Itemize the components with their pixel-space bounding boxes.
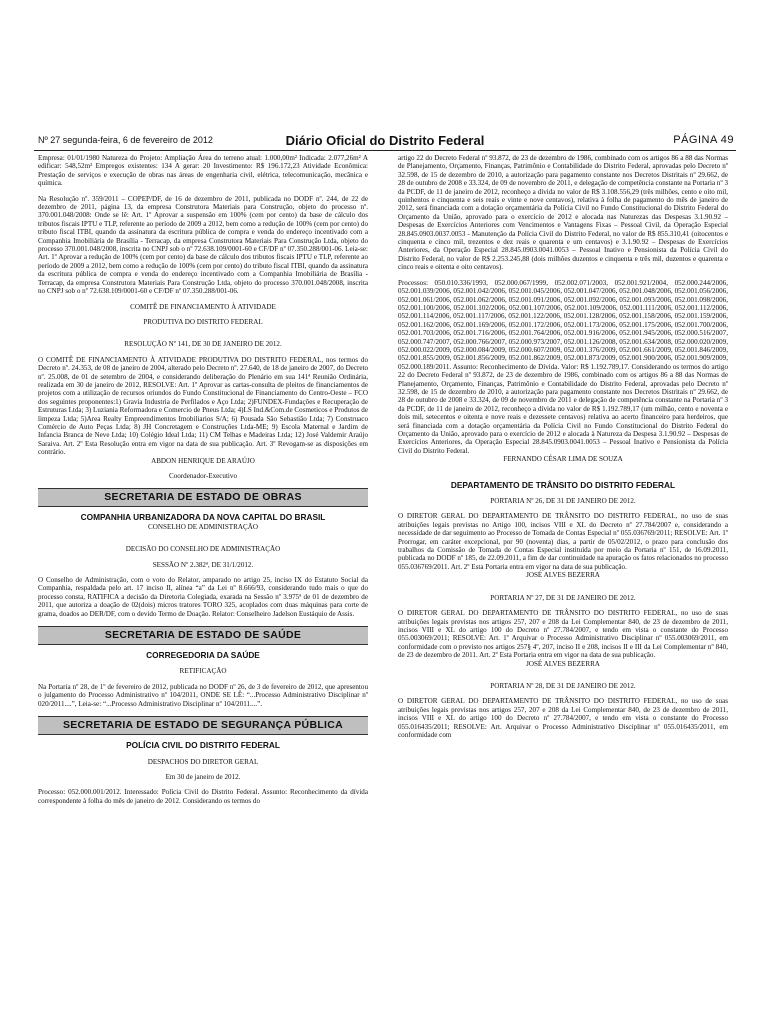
paragraph: artigo 22 do Decreto Federal nº 93.872, de 23 de dezembro de 1986, combinado com os artigos 86 a 88 das Normas de Planejamento, Orçamento, Finanças, Patrimônio e Contabilidade do Distrito Federal, aprovadas pelo Decreto nº 32.598, de 15 de dezembro de 2010, a autorização para pagamento constante nos Decretos Distritais nº 29.662, de 28 de outubro de 2008 e 33.324, de 09 de novembro de 2011, e delegação de competência constante na Portaria nº 3 da PCDF, de 11 de janeiro de 2012, reconheço a dívida no valor de R$ 3.108.556,29 (três milhões, cento e oito mil, quinhentos e cinquenta e seis reais e vinte e nove centavos), relativa à folha de pagamento do mês de janeiro de 2012, será financiada com a dotação orçamentária da Polícia Civil no Fundo Constitucional do Distrito Federal do Orçamento da União, aprovado para o exercício de 2012 e alocada nas Naturezas das Despesas 3.1.90.92 – Despesas de Exercícios Anteriores com Vencimentos e Vantagens Fixas – Pessoal Civil, da Operação Especial 28.845.0903.0037.0053 - Manutenção da Polícia Civil do Distrito Federal, no valor de R$ 855.310,41 (oitocentos e cinquenta e cinco mil, trezentos e dez reais e quarenta e um centavos) e 3.1.90.92 – Despesas de Exercícios Anteriores, da Operação Especial 28.845.0903.0041.0053 – Pessoal Inativo e Pensionista da Polícia Civil do Distrito Federal, no valor de R$ 2.253.245,88 (dois milhões duzentos e cinquenta e três mil, duzentos e quarenta e cinco reais e oitenta e oito centavos). (398, 154, 728, 272)
paragraph: Na Resolução nº. 359/2011 – COPEP/DF, de 16 de dezembro de 2011, publicada no DODF nº. 244, de 22 de dezembro de 2011, página 13, da empresa Construtora Materiais para Construção, objeto do processo nº. 370.001.048/2008: Onde se lê: Art. 1º Aprovar a suspensão em 100% (cem por cento) da base de cálculo dos tributos fiscais IPTU e TLP, referente ao período de 2009 a 2012, bem como a redução de 100% (cem por cento) do tributo fiscal ITBI, quando da assinatura da escritura pública de compra e venda do endereço incentivado com a Companhia Imobiliária de Brasília - Terracap, da empresa Construtora Materiais Para Construção Ltda, objeto do processo 370.001.048/2008, inscrita no CNPJ sob o nº 72.638.109/0001-60 e CF/DF nº 07.350.288/001-06. Leia-se: Art. 1º Aprovar a redução de 100% (cem por cento) da base de cálculo dos tributos fiscais IPTU e TLP, referente ao período de 2009 a 2012, bem como a redução de 100% (cem por cento) do tributo fiscal ITBI, quando da assinatura da escritura pública de compra e venda do endereço incentivado com a Companhia Imobiliária de Brasília - Terracap, da empresa Construtora Materiais Para Construção Ltda, objeto do processo 370.001.048/2008, inscrita no CNPJ sob o nº 72.638.109/0001-60 e CF/DF nº 07.350.288/001-06. (38, 194, 368, 296)
act-title: PORTARIA Nº 27, DE 31 DE JANEIRO DE 2012. (490, 593, 636, 602)
section-band-saude: SECRETARIA DE ESTADO DE SAÚDE (38, 626, 368, 645)
act-body: O DIRETOR GERAL DO DEPARTAMENTO DE TRÂNSITO DO DISTRITO FEDERAL, no uso de suas atribuições legais previstas nos artigos 257, 207 e 208 da Lei Complementar 840, de 23 de dezembro de 2011, incisos VIII e XL do artigo 100 do Decreto nº 27.784/2007, e tendo em vista o constante do Processo 055.016435/2011; RESOLVE: Art. Arquivar o Processo Administrativo Disciplinar nº 055.016435/2011, em conformidade com (398, 697, 728, 739)
act-title: DECISÃO DO CONSELHO DE ADMINISTRAÇÃO (125, 545, 281, 554)
act-title: DESPACHOS DO DIRETOR GERAL (147, 757, 259, 766)
signature-name: ABDON HENRIQUE DE ARAÚJO (151, 456, 255, 465)
paragraph: Processos: 050.010.336/1993, 052.000.067/1999, 052.002.071/2003, 052.001.921/2004, 052.000.244/2006, 052.001.039/2006, 052.001.042/2006, 052.001.045/2006, 052.001.047/2006, 052.001.048/2006, 052.001.056/2006, 052.001.061/2006, 052.001.062/2006, 052.001.091/2006, 052.001.092/2006, 052.001.093/2006, 052.001.098/2006, 052.001.100/2006, 052.001.102/2006, 052.001.107/2006, 052.001.109/2006, 052.001.111/2006, 052.001.112/2006, 052.001.114/2006, 052.001.117/2006, 052.001.122/2006, 052.001.128/2006, 052.001.158/2006, 052.001.159/2006, 052.001.162/2006, 052.001.169/2006, 052.001.172/2006, 052.001.173/2006, 052.001.175/2006, 052.001.700/2006, 052.001.703/2006, 052.001.716/2006, 052.001.764/2006, 052.001.916/2006, 052.001.945/2006, 052.000.516/2007, 052.000.747/2007, 052.000.766/2007, 052.000.973/2007, 052.001.126/2008, 052.001.634/2008, 052.000.020/2009, 052.000.022/2009, 052.000.084/2009, 052.000.607/2009, 052.001.376/2009, 052.001.661/2009, 052.001.846/2009, 052.001.855/2009, 052.001.856/2009, 052.001.862/2009, 052.001.873/2009, 052.001.900/2006, 052.001.909/2009, 052.000.189/2011. Assunto: Reconhecimento de Dívida. Valor: R$ 1.192.789,17. Considerando os termos do artigo 22 do Decreto Federal nº 93.872, de 23 de dezembro de 1986, combinado com os artigos 86 a 88 das Normas de Planejamento, Orçamento, Finanças, Patrimônio e Contabilidade do Distrito Federal, aprovadas pelo Decreto nº 32.598, de 15 de dezembro de 2010, a autorização para pagamento constante nos Decretos Distritais nº 29.662, de 28 de outubro de 2008 e 33.324, de 09 de novembro de 2011 e delegação de competência constante na Portaria nº 3 da PCDF, de 11 de janeiro de 2012, reconheço a dívida no valor de R$ 1.192.789,17 (um milhão, cento e noventa e dois mil, setecentos e oitenta e nove reais e dezessete centavos) relativa ao acerto financeiro para herdeiros, que será financiada com a dotação orçamentária da Polícia Civil no Fundo Constitucional do Distrito Federal do Orçamento da União, aprovado para o exercício de 2012 e alocada à Natureza da Despesa 3.1.90.92 – Despesas de Exercícios Anteriores, da Operação Especial 28.845.0903.0041.0053 – Pessoal Inativo e Pensionista da Polícia Civil do Distrito Federal. (398, 278, 728, 455)
organ-heading: DEPARTAMENTO DE TRÂNSITO DO DISTRITO FEDERAL (450, 479, 676, 490)
signature-role: Coordenador-Executivo (168, 472, 237, 480)
paragraph: Empresa: 01/01/1980 Natureza do Projeto: Ampliação Área do terreno atual: 1.000,00m² Indicada: 2.077,26m² A edificar: 548,52m² Empregos existentes: 134 A gerar: 20 Investimento: R$ 196.172,23 Atividade Econômica: Prestação de serviços e execução de obras nas áreas de engenharia civil, elétrica, telecomunicação, mecânica e química. (38, 154, 368, 188)
issue-date: Nº 27 segunda-feira, 6 de fevereiro de 2012 (38, 135, 213, 145)
section-heading: COMITÊ DE FINANCIAMENTO À ATIVIDADE (130, 302, 276, 311)
organ-heading: POLÍCIA CIVIL DO DISTRITO FEDERAL (126, 740, 280, 751)
act-title: RESOLUÇÃO Nº 141, DE 30 DE JANEIRO DE 2012. (124, 340, 282, 349)
act-title: RETIFICAÇÃO (179, 667, 227, 676)
act-body: O Conselho de Administração, com o voto do Relator, amparado no artigo 25, inciso IX do Estatuto Social da Companhia, respaldada pelo art. 17 inciso II, alínea “a” da Lei nº 8.666/93, considerando tudo mais o que do processo consta, RATIFICA a decisão da Diretoria Colegiada, exarada na Sessão nº 3.975ª de 01 de dezembro de 2011, que autoriza a doação de 02(dois) micros tratores TORO 325, acoplados com duas máquinas para corte de grama, doados ao DER/DF, com o devido Termo de Doação. Relator: Conselheiro Jadelson Eustáquio de Assis. (38, 576, 368, 618)
act-title: PORTARIA Nº 26, DE 31 DE JANEIRO DE 2012. (490, 497, 636, 506)
organ-heading: COMPANHIA URBANIZADORA DA NOVA CAPITAL DO BRASIL (80, 512, 326, 523)
act-body: Na Portaria nº 28, de 1º de fevereiro de 2012, publicada no DODF nº 26, de 3 de fevereiro de 2012, que apresentou o julgamento do Processo Administrativo nº 104/2011, ONDE SE LÊ: “...Processo Administrativo Disciplinar nº 020/2011....”, Leia-se: “...Processo Administrativo Disciplinar nº 104/2011....”. (38, 682, 368, 708)
left-column (38, 154, 368, 812)
section-band-seguranca: SECRETARIA DE ESTADO DE SEGURANÇA PÚBLICA (38, 716, 368, 735)
act-body: O COMITÊ DE FINANCIAMENTO À ATIVIDADE PRODUTIVA DO DISTRITO FEDERAL, nos termos do Decreto nº. 24.353, de 08 de janeiro de 2004, alterado pelo Decreto nº. 27.640, de 18 de janeiro de 2007, do Decreto nº. 25.008, de 01 de setembro de 2004, e considerando deliberação do Plenário em sua 141ª Reunião Ordinária, realizada em 30 de janeiro de 2012, RESOLVE: Art. 1º Aprovar as cartas-consulta de pleitos de financiamentos de projetos com a utilização de recursos oriundos do Fundo Constitucional de Financiamento do Centro-Oeste – FCO dos seguintes proponentes:1) Gravia Industria de Perfilados e Aço Ltda; 2)FUNDEX-Fundações e Recuperação de Estruturas Ltda; 3) Luziania Reformadora e Comercio de Pneus Ltda; 4)LS Ind.&Com.de Cosmeticos e Produtos de limpeza Ltda; 5)Area Realty Empreendimentos Imobiliarios S/A; 6) Pousada São Sebastião Ltda; 7) Construaco Comércio de Auto Peças Ltda; 8) JH Concretagem e Construções Ltda-ME; 9) Escola Maternal e Jardim de Infancia Branca de Neve Ltda; 10) Colégio Ideal Ltda; 11) CM Telhas e Madeiras Ltda; 12) José Valdemir Araújo Saraiva. Art. 2º Esta Resolução entra em vigor na data de sua publicação. Art. 3º Revogam-se as disposições em contrário. (38, 355, 369, 457)
signature-name: JOSÉ ALVES BEZERRA (526, 659, 600, 668)
gazette-title: Diário Oficial do Distrito Federal (285, 133, 485, 148)
subheading: CONSELHO DE ADMINISTRAÇÃO (148, 522, 258, 531)
act-body: O DIRETOR GERAL DO DEPARTAMENTO DE TRÂNSITO DO DISTRITO FEDERAL, no uso de suas atribuições legais previstas nos artigos 257, 207 e 208 da Lei Complementar 840, de 23 de dezembro de 2011, incisos VIII e XL do artigo 100 do Decreto nº 27.784/2007, e tendo em vista o constante do Processo 055.003069/2011; RESOLVE: Art. 1º Arquivar o Processo Administrativo Disciplinar nº 055.003069/2011, em conformidade com o previsto nos artigos 257§ 4º, 207, inciso II e 208, incisos II e III da Lei Complementar nº 840, de 23 de dezembro de 2011. Art. 2º Esta Portaria entra em vigor na data de sua publicação. (398, 609, 728, 660)
act-body: Processo: 052.000.001/2012. Interessado: Polícia Civil do Distrito Federal. Assunto: Reconhecimento da dívida correspondente à folha do mês de janeiro de 2012. Considerando os termos do (38, 788, 368, 805)
right-column (398, 154, 728, 739)
page-number: PÁGINA 49 (673, 134, 734, 146)
signature-name: JOSÉ ALVES BEZERRA (526, 571, 600, 580)
section-band-obras: SECRETARIA DE ESTADO DE OBRAS (38, 488, 368, 507)
act-body: O DIRETOR GERAL DO DEPARTAMENTO DE TRÂNSITO DO DISTRITO FEDERAL, no uso de suas atribuições legais previstas no Artigo 100, incisos VIII e XL do Decreto nº 27.784/2007 e, considerando a necessidade de dar seguimento ao Processo de Tomada de Contas Especial nº 055.036769/2011; RESOLVE: Art. 1º Prorrogar, em caráter excepcional, por 90 (noventa) dias, a partir de 05/02/2012, o prazo para conclusão dos trabalhos da Comissão de Tomada de Contas Especial instituída por meio da Portaria nº 151, de 16.09.2011, publicada no DODF nº 185, de 22.09.2011, a fim de dar continuidade na apuração os fatos relacionados no processo 055.036769/2011. Art. 2º Esta Portaria entra em vigor na data de sua publicação. (398, 512, 728, 571)
organ-heading: CORREGEDORIA DA SAÚDE (146, 650, 260, 661)
section-heading: PRODUTIVA DO DISTRITO FEDERAL (143, 317, 263, 326)
act-date: Em 30 de janeiro de 2012. (165, 772, 241, 781)
act-subtitle: SESSÃO Nº 2.382ª, DE 31/1/2012. (152, 560, 254, 569)
page-header (34, 134, 736, 151)
signature-name: FERNANDO CÉSAR LIMA DE SOUZA (503, 455, 623, 464)
act-title: PORTARIA Nº 28, DE 31 DE JANEIRO DE 2012. (490, 681, 636, 690)
